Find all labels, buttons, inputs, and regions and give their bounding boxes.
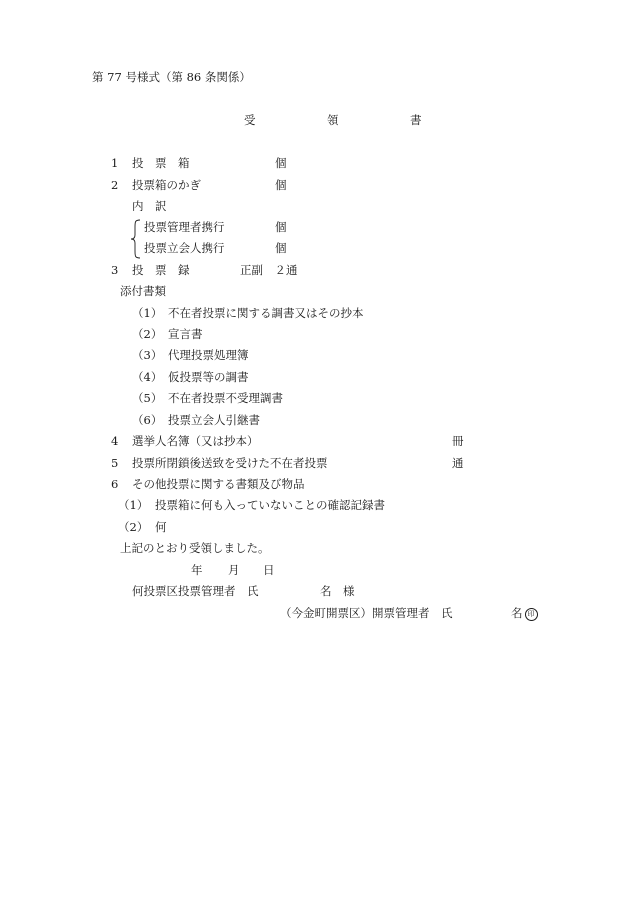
item-number: 6 [111, 477, 119, 491]
breakdown-manager-label: 投票管理者携行 [144, 220, 225, 234]
attachment-text: 宣言書 [168, 327, 203, 341]
date-month: 月 [228, 563, 240, 577]
item-unit: 冊 [452, 434, 464, 448]
item-label: 投票箱のかぎ [132, 178, 201, 192]
sender-role: 何投票区投票管理者 氏 [132, 584, 259, 598]
receipt-statement: 上記のとおり受領しました。 [120, 541, 270, 555]
item-label: 選挙人名簿（又は抄本） [132, 434, 259, 448]
item-number: 1 [111, 156, 119, 170]
attachment-number: （4） [132, 370, 163, 384]
item-label: 投票所閉鎖後送致を受けた不在者投票 [132, 456, 328, 470]
attachment-text: 不在者投票に関する調書又はその抄本 [168, 306, 364, 320]
attachments-heading: 添付書類 [120, 284, 166, 298]
breakdown-label: 内 訳 [132, 199, 167, 213]
recipient-name-char: 名 [511, 606, 523, 620]
breakdown-witness-label: 投票立会人携行 [144, 241, 225, 255]
form-number: 第 77 号様式（第 86 条関係） [92, 70, 251, 84]
item-label: 投 票 箱 [132, 156, 190, 170]
attachment-number: （2） [132, 327, 163, 341]
attachment-text: 不在者投票不受理調書 [168, 391, 283, 405]
title-char-3: 書 [410, 113, 422, 127]
sub-item-text: 投票箱に何も入っていないことの確認記録書 [155, 498, 385, 512]
attachment-text: 代理投票処理簿 [168, 348, 249, 362]
recipient-role: （今金町開票区）開票管理者 氏 [280, 606, 453, 620]
attachment-number: （1） [132, 306, 163, 320]
recipient-name-suffix [511, 606, 538, 621]
item-number: 3 [111, 263, 119, 277]
item-number: 2 [111, 178, 119, 192]
date-year: 年 [191, 563, 203, 577]
title-char-2: 領 [327, 113, 339, 127]
attachment-number: （3） [132, 348, 163, 362]
date-day: 日 [263, 563, 275, 577]
sub-item-text: 何 [155, 520, 167, 534]
sub-item-number: （1） [118, 498, 149, 512]
attachment-text: 投票立会人引継書 [168, 413, 260, 427]
sub-item-number: （2） [118, 520, 149, 534]
item-label: 投 票 録 [132, 263, 190, 277]
item-number: 5 [111, 456, 119, 470]
attachment-number: （5） [132, 391, 163, 405]
item-copies: 正副 ２通 [240, 263, 298, 277]
sender-name-suffix: 名 様 [320, 584, 355, 598]
item-number: 4 [111, 434, 119, 448]
seal-icon: 印 [525, 608, 538, 621]
item-label: その他投票に関する書類及び物品 [132, 477, 305, 491]
curly-brace-icon [130, 219, 142, 259]
breakdown-manager-unit: 個 [275, 220, 287, 234]
item-unit: 個 [275, 156, 287, 170]
item-unit: 個 [275, 178, 287, 192]
title-char-1: 受 [244, 113, 256, 127]
breakdown-witness-unit: 個 [275, 241, 287, 255]
attachment-text: 仮投票等の調書 [168, 370, 249, 384]
item-unit: 通 [452, 456, 464, 470]
attachment-number: （6） [132, 413, 163, 427]
